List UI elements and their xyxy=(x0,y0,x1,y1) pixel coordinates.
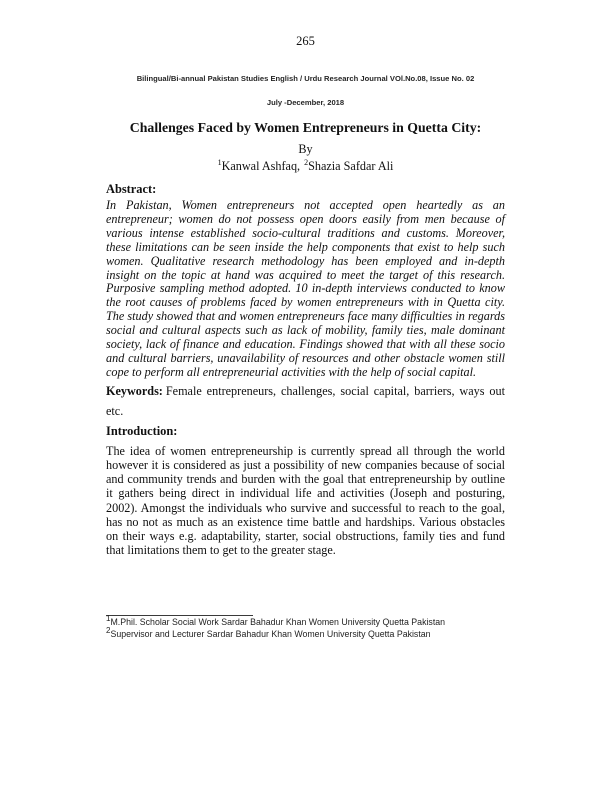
journal-header: Bilingual/Bi-annual Pakistan Studies English / Urdu Research Journal VOl.No.08, Issue No. 02 xyxy=(136,74,475,83)
author-1-footnote-marker: 1 xyxy=(217,157,222,167)
page-number: 265 xyxy=(296,34,315,48)
footnote-1 xyxy=(106,616,466,628)
footnote-1-marker: 1 xyxy=(106,614,111,624)
footnote-1-text: M.Phil. Scholar Social Work Sardar Bahadur Khan Women University Quetta Pakistan xyxy=(110,617,446,627)
introduction-heading: Introduction: xyxy=(106,423,178,438)
article-title: Challenges Faced by Women Entrepreneurs in Quetta City: xyxy=(129,120,482,135)
author-2-name: Shazia Safdar Ali xyxy=(308,159,394,173)
keywords-paragraph xyxy=(106,381,505,422)
keywords-label: Keywords: xyxy=(106,383,163,398)
author-1-name: Kanwal Ashfaq, xyxy=(221,159,301,173)
author-2 xyxy=(304,159,393,173)
abstract-heading: Abstract: xyxy=(106,182,157,196)
footnote-2-marker: 2 xyxy=(106,626,111,636)
footnote-block xyxy=(106,615,466,640)
keywords-text: Female entrepreneurs, challenges, social capital, barriers, ways out etc. xyxy=(106,383,505,419)
author-line xyxy=(106,158,505,175)
issue-date: July -December, 2018 xyxy=(266,98,345,107)
page-content-column xyxy=(106,0,505,557)
author-1 xyxy=(218,159,301,173)
byline: By xyxy=(298,142,313,156)
author-2-footnote-marker: 2 xyxy=(304,157,309,167)
footnote-2-text: Supervisor and Lecturer Sardar Bahadur Khan Women University Quetta Pakistan xyxy=(110,629,431,640)
introduction-paragraph: The idea of women entrepreneurship is currently spread all through the world however it is considered as just a possibility of new companies because of social and community trends and burden with the goal that entrepreneurship by outline it gathers being direct in individual life and activities (Joseph and posturing, 2002). Amongst the individuals who survive and successful to reach to the goal, has no not as much as an existence time battle and hardships. Various obstacles on their ways e.g. adaptability, starter, social obstructions, family ties and fund that limitations them to get to the greater stage. xyxy=(106,443,505,558)
abstract-paragraph: In Pakistan, Women entrepreneurs not accepted open heartedly as an entrepreneur; women do not possess open doors easily from men because of various intense established socio-cultural traditions and customs. Moreover, these limitations can be seen inside the help components that exist to help such women. Qualitative research methodology has been employed and in-depth insight on the topic at hand was acquired to meet the target of this research. Purposive sampling method adopted. 10 in-depth interviews conducted to know the root causes of problems faced by women entrepreneurs with in Quetta city. The study showed that and women entrepreneurs face many difficulties in regards social and cultural aspects such as lack of mobility, family ties, male dominant society, lack of finance and education. Findings showed that with all these socio and cultural barriers, unavailability of resources and other obstacle women still cope to perform all entrepreneurial activities with the help of social capital. xyxy=(106,198,505,379)
footnote-2 xyxy=(106,628,466,640)
